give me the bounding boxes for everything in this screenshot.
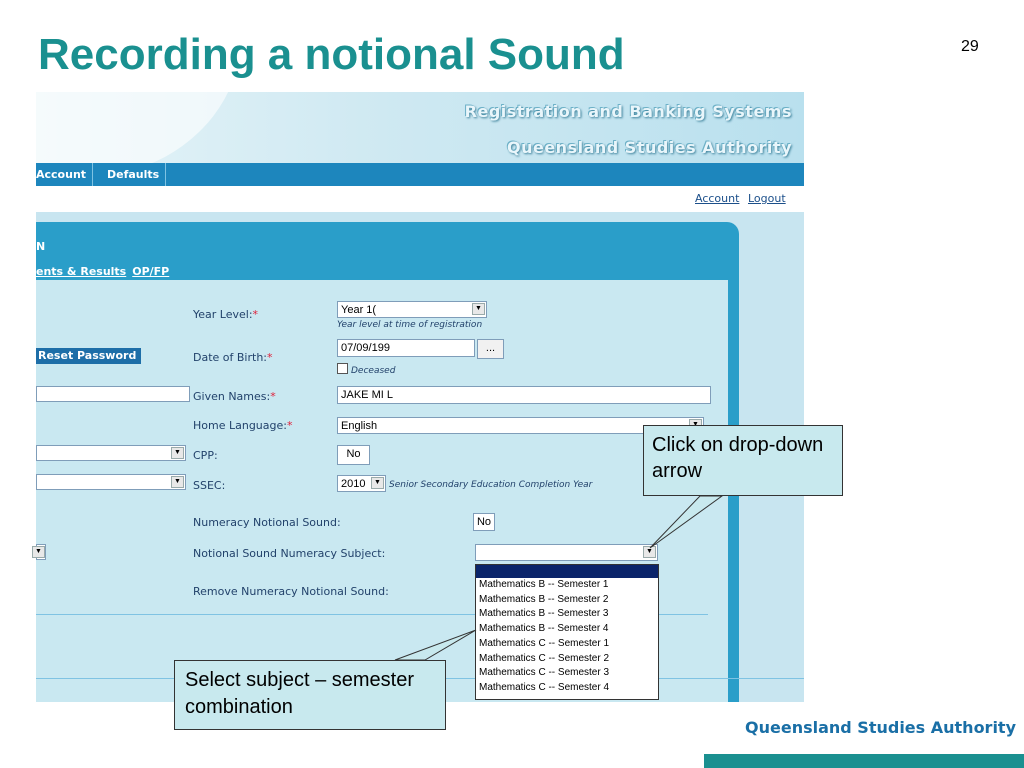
dropdown-option[interactable]: Mathematics C -- Semester 2 (479, 652, 610, 664)
callout-pointer-1 (650, 496, 722, 548)
dropdown-option[interactable]: Mathematics B -- Semester 2 (479, 593, 609, 605)
cpp-label: CPP: (193, 449, 218, 462)
dropdown-option[interactable]: Mathematics C -- Semester 4 (479, 681, 610, 693)
year-level-hint: Year level at time of registration (337, 320, 483, 330)
numeracy-notional-label: Numeracy Notional Sound: (193, 516, 341, 529)
dropdown-option[interactable]: Mathematics C -- Semester 3 (479, 667, 610, 679)
date-picker-button[interactable]: ... (477, 339, 504, 359)
slide-title: Recording a notional Sound (38, 30, 625, 79)
panel-header: N (36, 240, 46, 253)
year-level-select[interactable]: Year 1( ▼ (337, 301, 487, 318)
home-language-label: Home Language:* (193, 419, 293, 432)
ssec-hint: Senior Secondary Education Completion Year (389, 480, 593, 490)
reset-password-button[interactable]: Reset Password (36, 348, 141, 364)
nav-tab-account[interactable]: Account (30, 163, 93, 186)
chevron-down-icon[interactable]: ▼ (371, 477, 384, 489)
numeracy-subject-label: Notional Sound Numeracy Subject: (193, 547, 386, 560)
dropdown-option[interactable]: Mathematics B -- Semester 3 (479, 608, 609, 620)
chevron-down-icon[interactable]: ▼ (32, 546, 45, 558)
callout-drop-arrow: Click on drop-down arrow (643, 425, 843, 496)
chevron-down-icon[interactable]: ▼ (171, 447, 184, 459)
cpp-value[interactable]: No (337, 445, 370, 465)
footer-bar (704, 754, 1024, 768)
dob-input[interactable]: 07/09/199 (337, 339, 475, 357)
chevron-down-icon[interactable]: ▼ (472, 303, 485, 315)
footer-logo: Queensland Studies Authority (745, 718, 1017, 737)
remove-numeracy-label: Remove Numeracy Notional Sound: (193, 585, 389, 598)
chevron-down-icon[interactable]: ▼ (643, 546, 656, 558)
deceased-label: Deceased (351, 366, 396, 376)
ssec-label: SSEC: (193, 479, 226, 492)
numeracy-notional-value[interactable]: No (473, 513, 495, 531)
given-names-label: Given Names:* (193, 390, 276, 403)
year-level-label: Year Level:* (193, 308, 259, 321)
account-link[interactable]: Account (695, 192, 740, 205)
banner-subtitle: Queensland Studies Authority (506, 138, 792, 157)
home-language-select[interactable]: English (337, 417, 704, 434)
dropdown-option[interactable]: Mathematics B -- Semester 4 (479, 623, 609, 635)
nav-tab-defaults[interactable]: Defaults (101, 163, 166, 186)
logout-link[interactable]: Logout (748, 192, 786, 205)
ssec-select[interactable]: 2010 ▼ (337, 475, 386, 492)
callout-select-subject: Select subject – semester combination (174, 660, 446, 730)
dropdown-option[interactable]: Mathematics B -- Semester 1 (479, 579, 609, 590)
banner-title: Registration and Banking Systems (464, 102, 792, 121)
chevron-down-icon[interactable]: ▼ (171, 476, 184, 488)
given-names-input[interactable]: JAKE MI L (337, 386, 711, 404)
callout-pointer-2 (395, 630, 476, 660)
dropdown-option[interactable]: Mathematics C -- Semester 1 (479, 637, 610, 649)
tab-op-fp[interactable]: OP/FP (132, 265, 170, 278)
page-number: 29 (961, 38, 979, 55)
tab-assessments-results[interactable]: ents & Results (36, 265, 127, 278)
dob-label: Date of Birth:* (193, 351, 273, 364)
